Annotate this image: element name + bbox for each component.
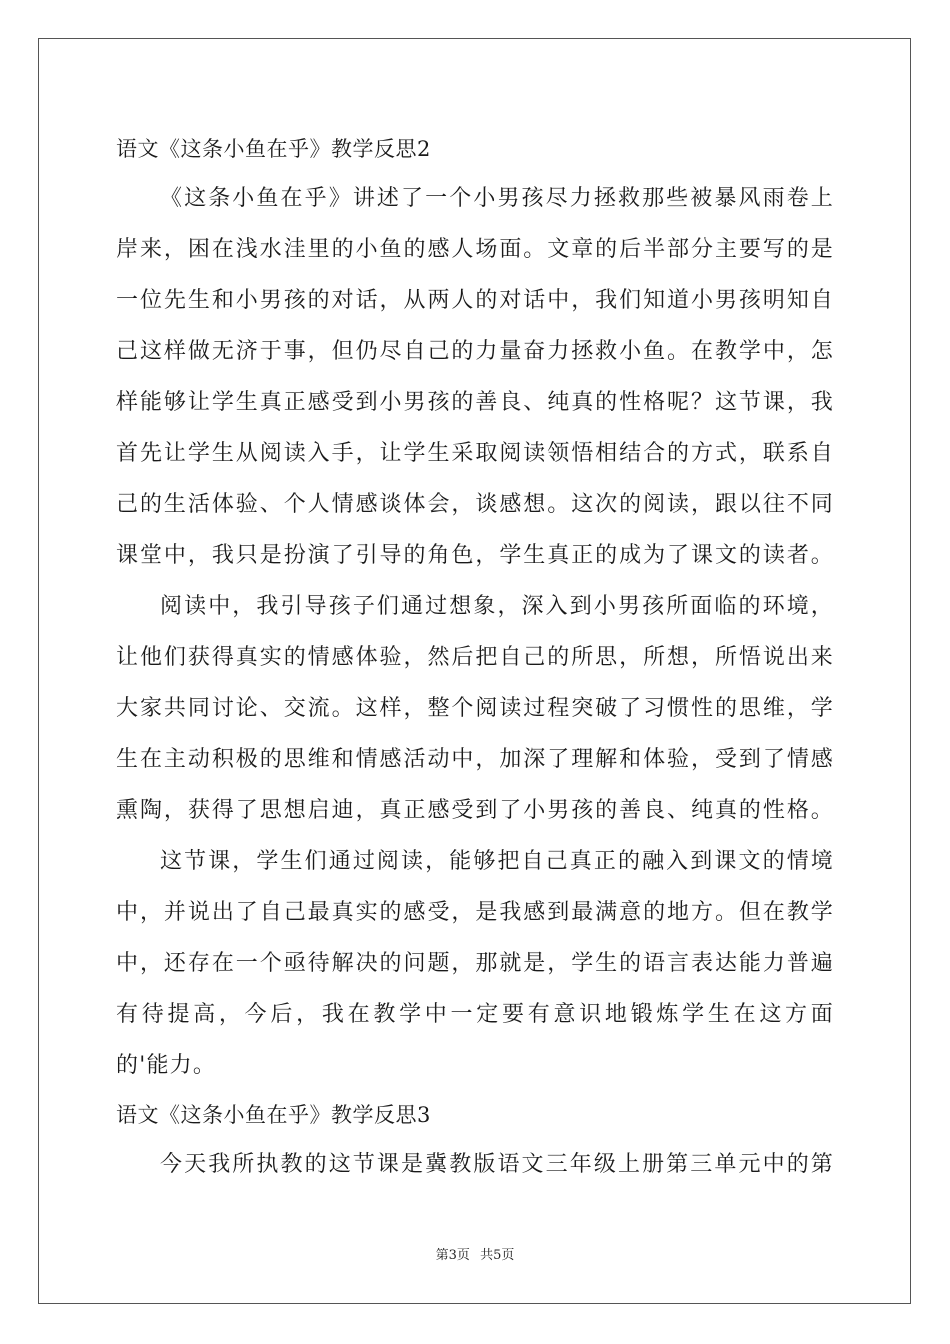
text-line: 让他们获得真实的情感体验，然后把自己的所思，所想，所悟说出来 xyxy=(116,645,834,670)
paragraph-1 xyxy=(116,173,834,581)
document-body xyxy=(116,125,834,1190)
paragraph-3 xyxy=(116,836,834,1091)
page-number: 第3页 xyxy=(435,1248,470,1263)
text-line: 课堂中，我只是扮演了引导的角色，学生真正的成为了课文的读者。 xyxy=(116,543,834,568)
text-line: 中，还存在一个亟待解决的问题，那就是，学生的语言表达能力普遍 xyxy=(116,951,834,976)
paragraph-2 xyxy=(116,581,834,836)
text-line: 岸来，困在浅水洼里的小鱼的感人场面。文章的后半部分主要写的是 xyxy=(116,237,834,262)
text-line: 有待提高，今后，我在教学中一定要有意识地锻炼学生在这方面 xyxy=(116,1002,834,1027)
text-line: 一位先生和小男孩的对话，从两人的对话中，我们知道小男孩明知自 xyxy=(116,288,834,313)
page-footer xyxy=(0,1244,950,1263)
section-heading-2: 语文《这条小鱼在乎》教学反思2 xyxy=(116,137,431,161)
text-line: 的'能力。 xyxy=(116,1053,217,1078)
text-line: 熏陶，获得了思想启迪，真正感受到了小男孩的善良、纯真的性格。 xyxy=(116,798,834,823)
text-line: 今天我所执教的这节课是冀教版语文三年级上册第三单元中的第 xyxy=(160,1152,834,1177)
text-line: 生在主动积极的思维和情感活动中，加深了理解和体验，受到了情感 xyxy=(116,747,834,772)
paragraph-4 xyxy=(116,1139,834,1190)
text-line: 己这样做无济于事，但仍尽自己的力量奋力拯救小鱼。在教学中，怎 xyxy=(116,339,834,364)
text-line: 中，并说出了自己最真实的感受，是我感到最满意的地方。但在教学 xyxy=(116,900,834,925)
text-line: 己的生活体验、个人情感谈体会，谈感想。这次的阅读，跟以往不同 xyxy=(116,492,834,517)
text-line: 样能够让学生真正感受到小男孩的善良、纯真的性格呢？这节课，我 xyxy=(116,390,834,415)
section-heading-3: 语文《这条小鱼在乎》教学反思3 xyxy=(116,1103,431,1127)
text-line: 首先让学生从阅读入手，让学生采取阅读领悟相结合的方式，联系自 xyxy=(116,441,834,466)
text-line: 阅读中，我引导孩子们通过想象，深入到小男孩所面临的环境， xyxy=(160,594,834,619)
text-line: 这节课，学生们通过阅读，能够把自己真正的融入到课文的情境 xyxy=(160,849,834,874)
text-line: 《这条小鱼在乎》讲述了一个小男孩尽力拯救那些被暴风雨卷上 xyxy=(160,186,834,211)
text-line: 大家共同讨论、交流。这样，整个阅读过程突破了习惯性的思维，学 xyxy=(116,696,834,721)
page-total: 共5页 xyxy=(480,1248,515,1263)
